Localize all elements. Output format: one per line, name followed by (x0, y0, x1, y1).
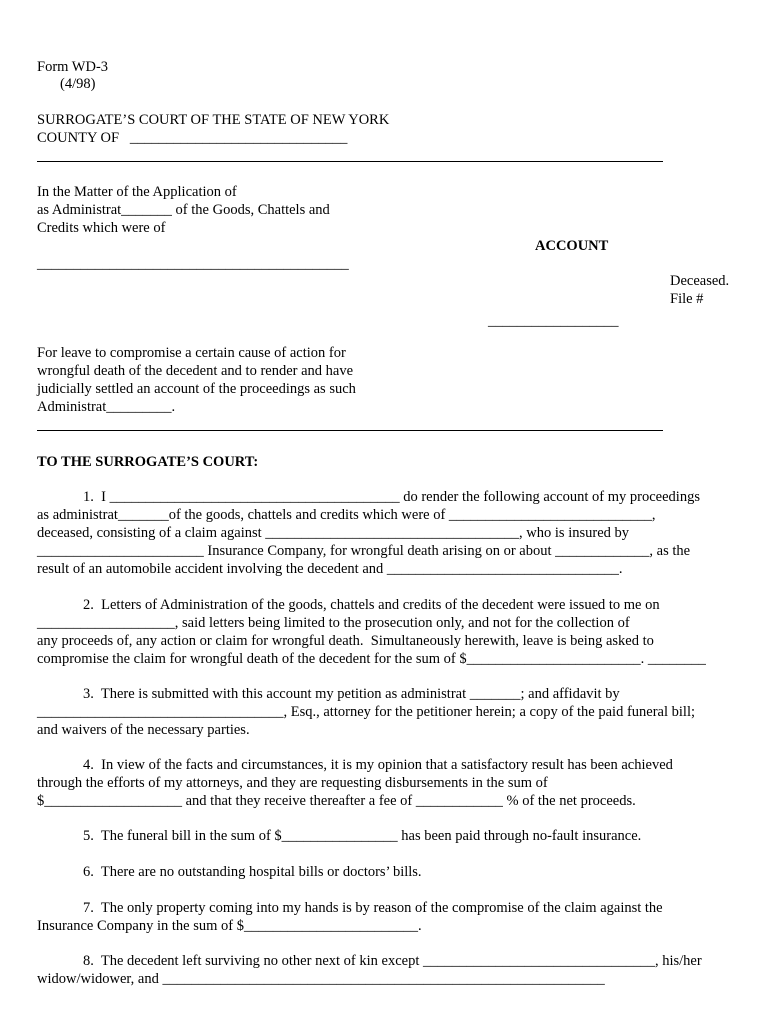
court-title: SURROGATE’S COURT OF THE STATE OF NEW YORK (37, 112, 390, 128)
purpose-line-2: wrongful death of the decedent and to render and have (37, 363, 354, 379)
p7-line-1: 7. The only property coming into my hands is by reason of the compromise of the claim against the (83, 900, 663, 916)
p4-line-1: 4. In view of the facts and circumstances, it is my opinion that a satisfactory result has been achieved (83, 757, 673, 773)
purpose-line-3: judicially settled an account of the proceedings as such (37, 381, 356, 397)
deceased-label: Deceased. (670, 273, 730, 289)
p1-line-4: _______________________ Insurance Company, for wrongful death arising on or about _____________, as the (37, 543, 691, 559)
p1-line-1: 1. I ________________________________________ do render the following account of my proceedings (83, 489, 700, 505)
purpose-line-1: For leave to compromise a certain cause of action for (37, 345, 346, 361)
matter-line-2: as Administrat_______ of the Goods, Chattels and (37, 202, 330, 218)
p8-line-1: 8. The decedent left surviving no other next of kin except ________________________________, his/her (83, 953, 702, 969)
p5-line-1: 5. The funeral bill in the sum of $________________ has been paid through no-fault insurance. (83, 828, 642, 844)
p3-line-3: and waivers of the necessary parties. (37, 722, 250, 738)
caption-divider (37, 430, 663, 431)
p3-line-2: __________________________________, Esq., attorney for the petitioner herein; a copy of the paid funeral bill; (37, 704, 696, 720)
p6-line-1: 6. There are no outstanding hospital bills or doctors’ bills. (83, 864, 422, 880)
matter-line-3: Credits which were of (37, 220, 166, 236)
p8-line-2: widow/widower, and _____________________________________________________________ (37, 971, 605, 987)
p2-line-3: any proceeds of, any action or claim for wrongful death. Simultaneously herewith, leave is being asked to (37, 633, 654, 649)
p1-line-2: as administrat_______of the goods, chattels and credits which were of ____________________________, (37, 507, 656, 523)
county-line: COUNTY OF ______________________________ (37, 130, 348, 146)
matter-line-1: In the Matter of the Application of (37, 184, 237, 200)
salutation: TO THE SURROGATE’S COURT: (37, 454, 259, 470)
file-number-blank: __________________ (488, 313, 619, 329)
p2-line-1: 2. Letters of Administration of the goods, chattels and credits of the decedent were issued to me on (83, 597, 660, 613)
p4-line-3: $___________________ and that they receive thereafter a fee of ____________ % of the net proceeds. (37, 793, 636, 809)
p7-line-2: Insurance Company in the sum of $________________________. (37, 918, 422, 934)
p1-line-5: result of an automobile accident involving the decedent and ________________________________. (37, 561, 623, 577)
form-date: (4/98) (60, 76, 96, 92)
deceased-name-line: ___________________________________________ (37, 256, 349, 272)
purpose-line-4: Administrat_________. (37, 399, 176, 415)
p2-line-2: ___________________, said letters being limited to the prosecution only, and not for the collection of (37, 615, 630, 631)
p2-line-4: compromise the claim for wrongful death of the decedent for the sum of $________________________. ________ (37, 651, 706, 667)
account-title: ACCOUNT (535, 238, 609, 254)
file-label: File # (670, 291, 704, 307)
p4-line-2: through the efforts of my attorneys, and they are requesting disbursements in the sum of (37, 775, 548, 791)
form-id: Form WD-3 (37, 59, 109, 75)
header-divider (37, 161, 663, 162)
p3-line-1: 3. There is submitted with this account my petition as administrat _______; and affidavit by (83, 686, 620, 702)
p1-line-3: deceased, consisting of a claim against ___________________________________, who is insured by (37, 525, 630, 541)
